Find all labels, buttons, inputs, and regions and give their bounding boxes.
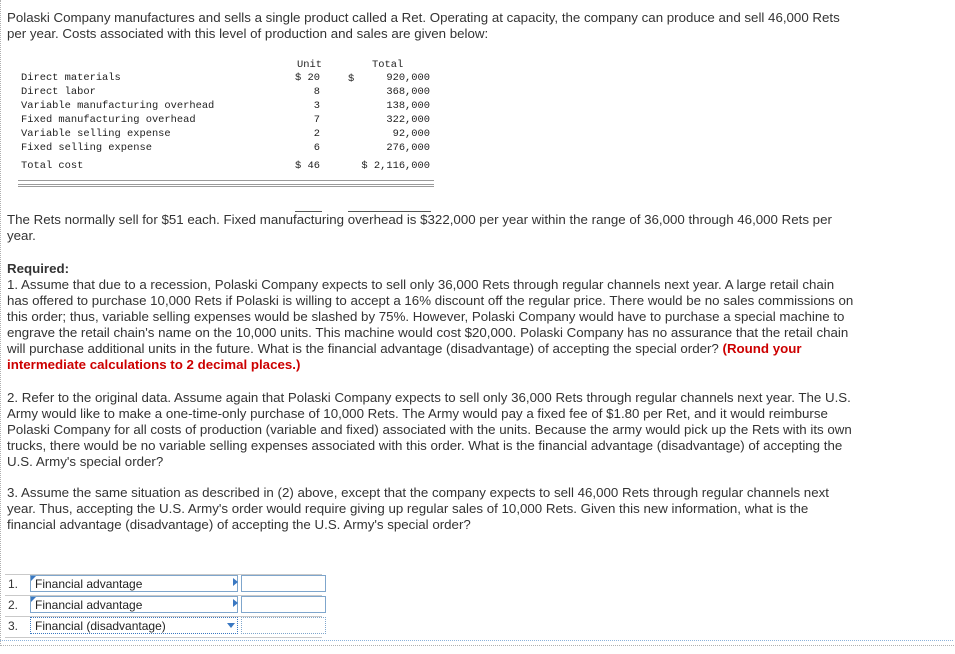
answer-corner-icon <box>31 576 36 581</box>
arrow-marker-icon <box>233 599 238 607</box>
total-total: $ 2,116,000 <box>361 160 430 172</box>
row-unit: 7 <box>313 114 320 126</box>
row-total: 92,000 <box>392 128 430 140</box>
row-label: Fixed manufacturing overhead <box>21 114 196 126</box>
answer-number: 1. <box>8 577 19 591</box>
answer-number: 2. <box>8 598 19 612</box>
answer-3-amount-input[interactable] <box>241 617 326 634</box>
row-total: 920,000 <box>386 72 430 84</box>
answer-2-selection: Financial advantage <box>35 598 143 612</box>
question-3: 3. Assume the same situation as described in (2) above, except that the company expects to sell 46,000 Rets through regular channels next year. Thus, accepting the U.S. Army's order would require giving up regular sales of 10,000 Rets. Given this new information, what is the financial advantage (disadvantage) of accepting the U.S. Army's special order? <box>7 485 829 532</box>
chevron-down-icon[interactable] <box>227 623 235 628</box>
answer-table <box>5 574 322 637</box>
intro-paragraph: Polaski Company manufactures and sells a single product called a Ret. Operating at capacity, the company can produce and sell 46,000 Rets per year. Costs associated with this level of production and sales are given below: <box>7 10 840 41</box>
currency-symbol: $ <box>348 73 355 85</box>
table-bottom-rule <box>18 180 434 181</box>
answer-3-select[interactable] <box>30 617 238 634</box>
table-row <box>18 72 434 86</box>
question-1: 1. Assume that due to a recession, Polaski Company expects to sell only 36,000 Rets through regular channels next year. A large retail chain has offered to purchase 10,000 Rets if Polaski is willing to accept a 16% discount off the regular price. There would be no sales commissions on this order; thus, variable selling expenses would be slashed by 75%. However, Polaski Company would have to purchase a special machine to engrave the retail chain's name on the 10,000 units. This machine would cost $20,000. Polaski Company has no assurance that the retail chain will purchase additional units in the future. What is the financial advantage (disadvantage) of accepting the special order? <box>7 277 854 356</box>
row-unit: 3 <box>313 100 320 112</box>
total-unit: $ 46 <box>295 160 320 172</box>
table-row <box>18 128 434 142</box>
answer-row <box>5 595 322 616</box>
row-label: Direct materials <box>21 72 121 84</box>
rounding-note: (Round your intermediate calculations to 2 decimal places.) <box>7 341 802 372</box>
total-label: Total cost <box>21 160 84 172</box>
row-unit: 2 <box>313 128 320 140</box>
table-row <box>18 114 434 128</box>
rets-paragraph: The Rets normally sell for $51 each. Fixed manufacturing overhead is $322,000 per year within the range of 36,000 through 46,000 Rets per year. <box>7 212 832 243</box>
total-row <box>18 160 434 174</box>
row-total: 322,000 <box>386 114 430 126</box>
header-total: Total <box>372 59 404 71</box>
table-row <box>18 86 434 100</box>
arrow-marker-icon <box>233 578 238 586</box>
row-label: Direct labor <box>21 86 96 98</box>
row-total: 368,000 <box>386 86 430 98</box>
bottom-divider <box>0 640 953 641</box>
answer-1-amount-input[interactable] <box>241 575 326 592</box>
answer-divider <box>5 637 322 638</box>
table-row <box>18 100 434 114</box>
required-section <box>7 261 857 373</box>
required-heading: Required: <box>7 261 70 276</box>
row-unit: 6 <box>313 142 320 154</box>
answer-1-selection: Financial advantage <box>35 577 143 591</box>
table-row <box>18 142 434 156</box>
answer-2-select[interactable] <box>30 596 238 613</box>
answer-row <box>5 616 322 637</box>
row-unit: 8 <box>313 86 320 98</box>
answer-3-selection: Financial (disadvantage) <box>35 619 166 633</box>
cost-table <box>18 58 434 187</box>
answer-row <box>5 574 322 595</box>
row-unit: $ 20 <box>295 72 320 84</box>
row-label: Variable manufacturing overhead <box>21 100 215 112</box>
row-label: Variable selling expense <box>21 128 171 140</box>
answer-corner-icon <box>31 597 36 602</box>
answer-number: 3. <box>8 619 19 633</box>
row-label: Fixed selling expense <box>21 142 152 154</box>
answer-1-select[interactable] <box>30 575 238 592</box>
question-2: 2. Refer to the original data. Assume again that Polaski Company expects to sell only 36,000 Rets through regular channels next year. The U.S. Army would like to make a one-time-only purchase of 10,000 Rets. The Army would pay a fixed fee of $1.80 per Ret, and it would reimburse Polaski Company for all costs of production (variable and fixed) associated with the units. Because the army would pick up the Rets with its own trucks, there would be no variable selling expenses associated with this order. What is the financial advantage (disadvantage) of accepting the U.S. Army's special order? <box>7 390 852 469</box>
row-total: 138,000 <box>386 100 430 112</box>
header-unit: Unit <box>297 59 322 71</box>
row-total: 276,000 <box>386 142 430 154</box>
answer-2-amount-input[interactable] <box>241 596 326 613</box>
